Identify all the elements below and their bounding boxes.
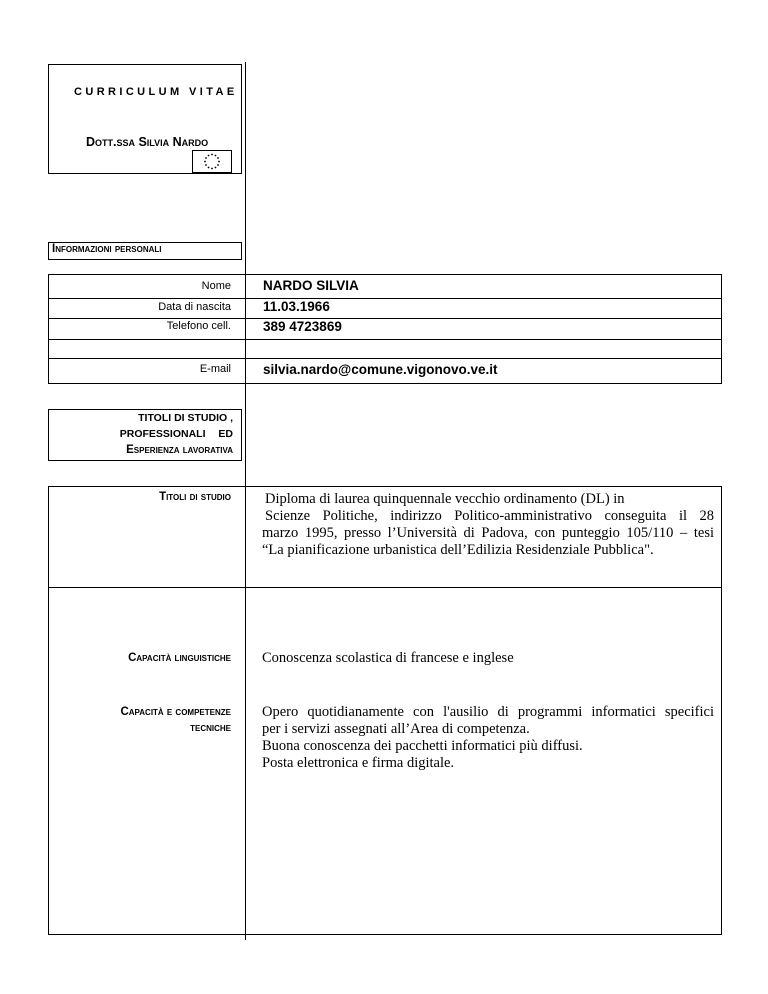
tecniche-line: per i servizi assegnati all’Area di competenza.	[262, 721, 530, 737]
candidate-name: Dott.ssa Silvia Nardo	[86, 135, 209, 149]
studio-line: Scienze Politiche, indirizzo Politico-amministrativo conseguita il 28	[265, 508, 714, 524]
row-divider	[48, 358, 722, 359]
studio-text	[262, 491, 714, 559]
lingue-label: Capacità linguistiche	[128, 652, 231, 664]
cv-title: CURRICULUM VITAE	[74, 86, 238, 98]
row-divider	[48, 587, 722, 588]
lingue-text: Conoscenza scolastica di francese e inglese	[262, 650, 514, 666]
row-divider	[48, 298, 722, 299]
nascita-label: Data di nascita	[158, 301, 231, 313]
email-value: silvia.nardo@comune.vigonovo.ve.it	[263, 362, 498, 377]
studio-line: marzo 1995, presso l’Università di Padova, con punteggio 105/110 – tesi	[262, 525, 714, 541]
tecniche-line: Opero quotidianamente con l'ausilio di programmi informatici specifici	[262, 704, 714, 720]
telefono-label: Telefono cell.	[166, 320, 231, 332]
nome-value: NARDO SILVIA	[263, 278, 359, 293]
titles-heading-line1: TITOLI DI STUDIO ,	[138, 412, 233, 424]
nome-label: Nome	[201, 280, 231, 292]
nascita-value: 11.03.1966	[263, 299, 330, 314]
titles-heading-line2: PROFESSIONALI ED	[119, 428, 233, 440]
telefono-value: 389 4723869	[263, 319, 342, 334]
tecniche-label-line2: tecniche	[190, 722, 231, 734]
email-label: E-mail	[199, 363, 231, 375]
tecniche-line: Buona conoscenza dei pacchetti informatici più diffusi.	[262, 738, 583, 754]
studio-label: Titoli di studio	[159, 491, 231, 503]
tecniche-line: Posta elettronica e firma digitale.	[262, 755, 455, 771]
studio-line: “La pianificazione urbanistica dell’Edilizia Residenziale Pubblica".	[262, 542, 654, 558]
studio-line: Diploma di laurea quinquennale vecchio ordinamento (DL) in	[265, 491, 625, 507]
personal-info-heading: Informazioni personali	[52, 243, 162, 255]
row-divider	[48, 318, 722, 319]
row-divider	[48, 339, 722, 340]
tecniche-label-line1: Capacità e competenze	[120, 706, 231, 718]
titles-heading-line3: Esperienza lavorativa	[126, 444, 233, 456]
tecniche-text	[262, 704, 714, 772]
eu-flag-icon	[192, 150, 232, 173]
